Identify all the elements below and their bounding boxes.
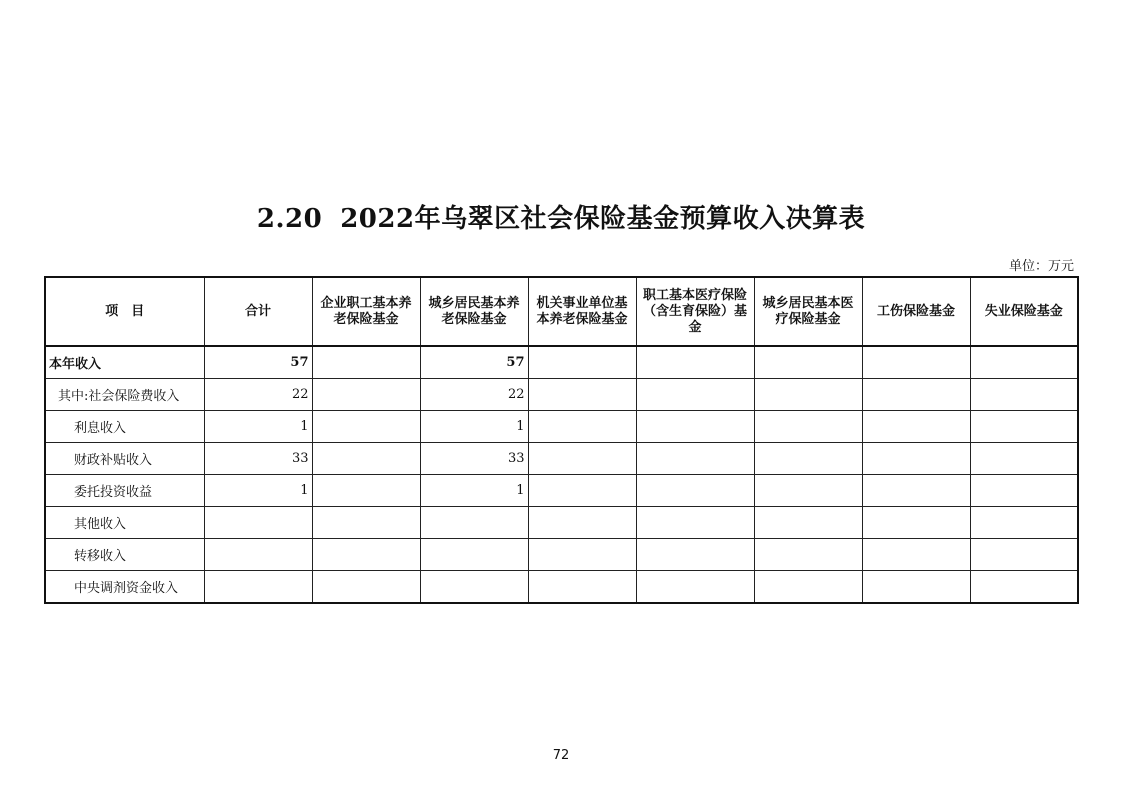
- row-label: 利息收入: [45, 411, 204, 443]
- table-cell: [862, 571, 970, 604]
- unit-label: 单位：万元: [1008, 259, 1074, 274]
- page-title: [0, 198, 1122, 235]
- table-cell: [528, 443, 636, 475]
- row-label: 本年收入: [45, 346, 204, 379]
- table-cell: [312, 475, 420, 507]
- table-cell: [420, 507, 528, 539]
- table-cell: [204, 571, 312, 604]
- row-label: 转移收入: [45, 539, 204, 571]
- table-cell: [528, 379, 636, 411]
- table-cell: [862, 539, 970, 571]
- table-cell: [862, 346, 970, 379]
- row-label: 其他收入: [45, 507, 204, 539]
- table-row: [45, 571, 1078, 604]
- table-cell: [754, 539, 862, 571]
- table-cell: [312, 346, 420, 379]
- table-cell: [754, 379, 862, 411]
- table-cell: [636, 475, 754, 507]
- table-header-row: [45, 277, 1078, 346]
- page-number: 72: [552, 748, 570, 763]
- table-cell: [754, 571, 862, 604]
- table-cell: [970, 571, 1078, 604]
- table-row: [45, 507, 1078, 539]
- table-cell: [312, 571, 420, 604]
- table-cell: [862, 507, 970, 539]
- table-cell: [420, 571, 528, 604]
- title-number: 2.20: [256, 204, 323, 234]
- table-cell: [636, 507, 754, 539]
- table-cell: [636, 539, 754, 571]
- table-cell: [312, 379, 420, 411]
- row-label: 委托投资收益: [45, 475, 204, 507]
- column-header-enterprise-pension: 企业职工基本养老保险基金: [312, 277, 420, 346]
- table-cell: 1: [420, 411, 528, 443]
- table-cell: [754, 507, 862, 539]
- column-header-work-injury: 工伤保险基金: [862, 277, 970, 346]
- table-row: [45, 346, 1078, 379]
- table-cell: [636, 346, 754, 379]
- table-cell: [528, 507, 636, 539]
- table-cell: [312, 411, 420, 443]
- table-cell: [754, 411, 862, 443]
- table-cell: [312, 443, 420, 475]
- table-cell: [970, 443, 1078, 475]
- table-cell: 1: [204, 475, 312, 507]
- column-header-employee-medical: 职工基本医疗保险（含生育保险）基金: [636, 277, 754, 346]
- table-cell: [528, 411, 636, 443]
- table-cell: [970, 507, 1078, 539]
- table-cell: [528, 539, 636, 571]
- table-cell: [204, 507, 312, 539]
- table-cell: [636, 411, 754, 443]
- table-cell: [204, 539, 312, 571]
- column-header-item: 项 目: [45, 277, 204, 346]
- table-cell: [636, 443, 754, 475]
- table-cell: [312, 507, 420, 539]
- table-cell: [862, 475, 970, 507]
- table-cell: [970, 475, 1078, 507]
- title-text: 2022年乌翠区社会保险基金预算收入决算表: [340, 204, 866, 234]
- column-header-resident-pension: 城乡居民基本养老保险基金: [420, 277, 528, 346]
- table-row: [45, 539, 1078, 571]
- column-header-institution-pension: 机关事业单位基本养老保险基金: [528, 277, 636, 346]
- table-row: [45, 475, 1078, 507]
- table-cell: 22: [420, 379, 528, 411]
- table-cell: 33: [204, 443, 312, 475]
- column-header-resident-medical: 城乡居民基本医疗保险基金: [754, 277, 862, 346]
- table-cell: [528, 571, 636, 604]
- table-cell: [528, 475, 636, 507]
- table-cell: 22: [204, 379, 312, 411]
- table-cell: [528, 346, 636, 379]
- table-cell: [862, 443, 970, 475]
- column-header-total: 合计: [204, 277, 312, 346]
- table-cell: [754, 346, 862, 379]
- table-row: [45, 379, 1078, 411]
- table-cell: [636, 571, 754, 604]
- budget-table: [44, 276, 1079, 604]
- table-cell: 57: [204, 346, 312, 379]
- table-cell: [970, 539, 1078, 571]
- table-cell: [754, 443, 862, 475]
- table-cell: 57: [420, 346, 528, 379]
- table-cell: 33: [420, 443, 528, 475]
- table-cell: [636, 379, 754, 411]
- row-label: 其中:社会保险费收入: [45, 379, 204, 411]
- table-cell: [862, 379, 970, 411]
- table-cell: 1: [420, 475, 528, 507]
- table-cell: [970, 379, 1078, 411]
- row-label: 财政补贴收入: [45, 443, 204, 475]
- table-cell: [312, 539, 420, 571]
- table-cell: [970, 411, 1078, 443]
- table-cell: [970, 346, 1078, 379]
- row-label: 中央调剂资金收入: [45, 571, 204, 604]
- table-row: [45, 443, 1078, 475]
- table-cell: [420, 539, 528, 571]
- table-cell: [754, 475, 862, 507]
- table-row: [45, 411, 1078, 443]
- table-cell: 1: [204, 411, 312, 443]
- column-header-unemployment: 失业保险基金: [970, 277, 1078, 346]
- table-cell: [862, 411, 970, 443]
